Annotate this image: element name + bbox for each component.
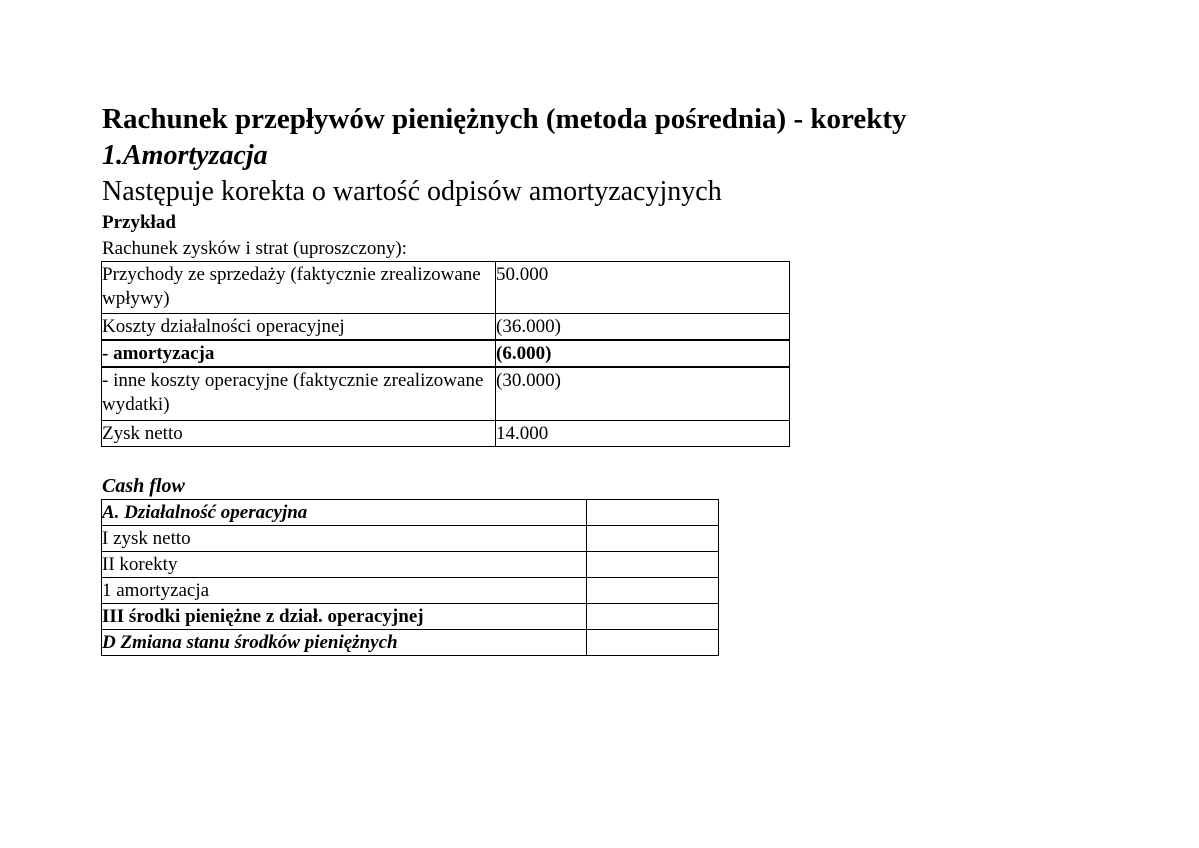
example-label: Przykład (102, 212, 176, 233)
table-row (102, 578, 719, 604)
row-value: (30.000) (496, 367, 790, 420)
row-label: 1 amortyzacja (102, 578, 587, 604)
row-label: Przychody ze sprzedaży (faktycznie zrealizowane wpływy) (102, 262, 496, 314)
table-row (102, 630, 719, 656)
cash-flow-title: Cash flow (102, 475, 185, 497)
row-value: 50.000 (496, 262, 790, 314)
row-value (587, 604, 719, 630)
table-row (102, 340, 790, 367)
row-label: A. Działalność operacyjna (102, 500, 587, 526)
row-label: - amortyzacja (102, 340, 496, 367)
table-row (102, 604, 719, 630)
intro-text: Rachunek zysków i strat (uproszczony): (102, 238, 407, 259)
cash-flow-table (101, 499, 719, 656)
row-value (587, 630, 719, 656)
row-label: - inne koszty operacyjne (faktycznie zrealizowane wydatki) (102, 367, 496, 420)
table-row (102, 552, 719, 578)
page-title: Rachunek przepływów pieniężnych (metoda pośrednia) - korekty (102, 103, 907, 135)
row-value: (36.000) (496, 314, 790, 341)
section-subtitle: Następuje korekta o wartość odpisów amortyzacyjnych (102, 176, 722, 207)
row-value: 14.000 (496, 420, 790, 446)
table-row (102, 367, 790, 420)
row-value: (6.000) (496, 340, 790, 367)
row-value (587, 500, 719, 526)
table-row (102, 420, 790, 446)
row-label: Koszty działalności operacyjnej (102, 314, 496, 341)
table-row (102, 262, 790, 314)
section-heading: 1.Amortyzacja (102, 140, 268, 171)
table-row (102, 526, 719, 552)
profit-loss-table (101, 261, 790, 447)
row-label: I zysk netto (102, 526, 587, 552)
row-value (587, 526, 719, 552)
row-value (587, 578, 719, 604)
row-label: II korekty (102, 552, 587, 578)
row-label: III środki pieniężne z dział. operacyjnej (102, 604, 587, 630)
table-row (102, 314, 790, 341)
row-label: D Zmiana stanu środków pieniężnych (102, 630, 587, 656)
table-row (102, 500, 719, 526)
row-value (587, 552, 719, 578)
row-label: Zysk netto (102, 420, 496, 446)
